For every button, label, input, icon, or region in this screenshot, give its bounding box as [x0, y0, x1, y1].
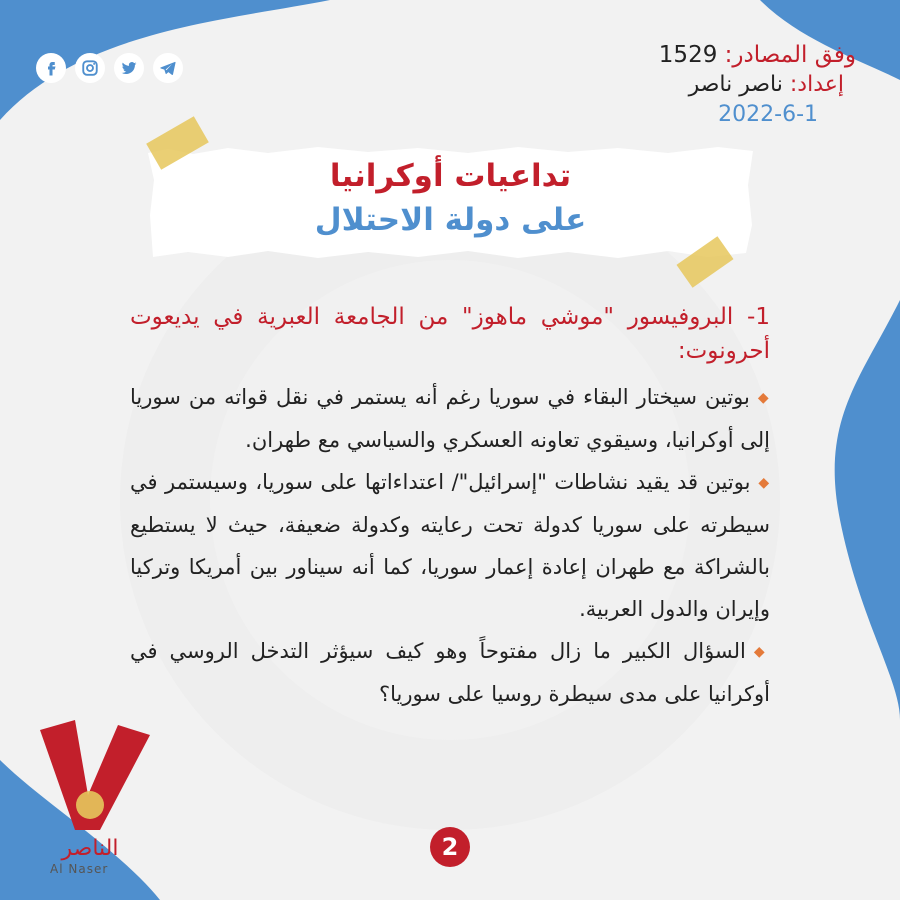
bullet-item: [130, 376, 770, 461]
telegram-icon[interactable]: [153, 53, 183, 83]
sources-line: [659, 40, 856, 70]
bullet-text: السؤال الكبير ما زال مفتوحاً وهو كيف سيؤثر التدخل الروسي في أوكرانيا على مدى سيطرة روسيا على سوريا؟: [130, 639, 770, 706]
sources-count: 1529: [658, 42, 718, 68]
sources-label: وفق المصادر:: [724, 42, 856, 68]
logo-arabic: الناصر: [61, 836, 119, 861]
article-content: [130, 300, 770, 715]
section-heading: 1- البروفيسور "موشي ماهوز" من الجامعة العبرية في يديعوت أحرونوت:: [130, 304, 770, 364]
bullet-item: [130, 461, 770, 630]
diamond-bullet-icon: ◆: [753, 644, 770, 660]
title-line1: تداعيات أوكرانيا: [329, 158, 572, 194]
page-number: 2: [430, 827, 470, 867]
bullet-item: [130, 630, 770, 715]
title-line2: على دولة الاحتلال: [314, 202, 587, 238]
logo-latin: Al Naser: [50, 862, 109, 876]
date: 2022-6-1: [718, 102, 818, 127]
prepared-line: [659, 70, 844, 100]
prepared-name: ناصر ناصر: [688, 72, 783, 97]
twitter-icon[interactable]: [114, 53, 144, 83]
diamond-bullet-icon: ◆: [757, 390, 770, 406]
diamond-bullet-icon: ◆: [758, 475, 770, 491]
logo: [30, 715, 160, 875]
bullet-text: بوتين سيختار البقاء في سوريا رغم أنه يستمر في نقل قواته من سوريا إلى أوكرانيا، وسيقوي تعاونه العسكري والسياسي مع طهران.: [130, 385, 770, 452]
meta-block: [659, 40, 856, 130]
instagram-icon[interactable]: [75, 53, 105, 83]
social-icons: [36, 53, 183, 83]
prepared-label: إعداد:: [789, 72, 844, 97]
bullet-text: بوتين قد يقيد نشاطات "إسرائيل"/ اعتداءاتها على سوريا، وسيستمر في سيطرته على سوريا كدولة تحت رعايته وكدولة ضعيفة، حيث لا يستطيع بالشراكة مع طهران إعادة إعمار سوريا، كما أنه سيناور بين أمريكا وتركيا وإيران والدول العربية.: [130, 470, 770, 621]
facebook-icon[interactable]: [36, 53, 66, 83]
